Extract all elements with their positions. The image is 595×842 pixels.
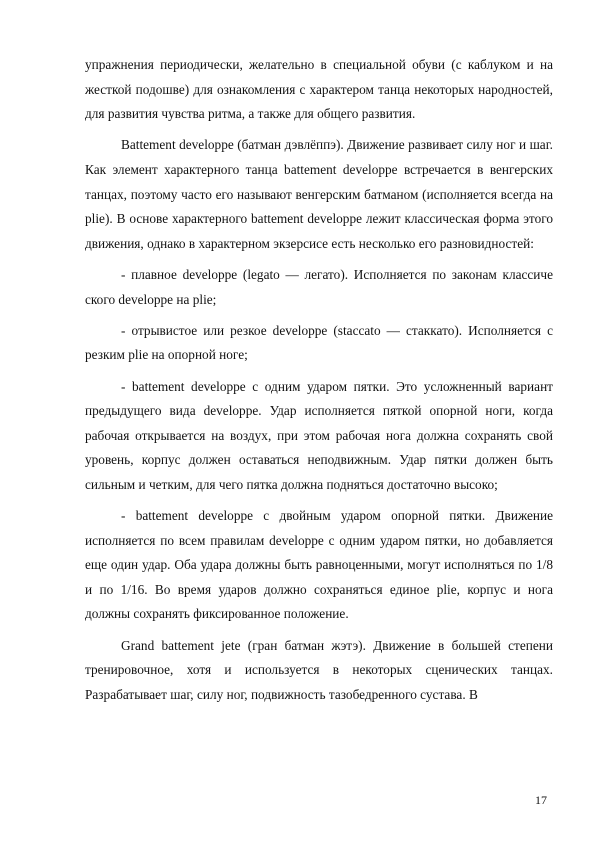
list-item-staccato: - отрывистое или резкое developpe (staccato — стаккато). Исполняется с резким plie на опорной ноге; — [85, 322, 553, 363]
paragraph-grand-battement-jete: Grand battement jete (гран батман жэтэ). Движение в большей степени тренировочное, хотя и используется в некоторых сценических танцах. Разрабатывает шаг, силу ног, подвижность тазобедренного сустава. В — [85, 637, 553, 702]
list-item-legato: - плавное developpe (legato — легато). Исполняется по законам классиче ского developpe на plie; — [85, 266, 553, 307]
paragraph-continuation: упражнения периодически, желательно в специальной обуви (с каблуком и на жесткой подошве) для ознакомления с характером танца некоторых народностей, для развития чувства ритма, а также для общего развития. — [85, 57, 553, 122]
page-body — [85, 53, 553, 707]
paragraph-battement-developpe: Battement developpe (батман дэвлёппэ). Движение развивает силу ног и шаг. Как элемент характерного танца battement developpe встречается в венгерских танцах, поэтому часто его называют венгерским батманом (исполняется всегда на plie). В основе характерного battement developpe лежит классическая форма этого движения, однако в характерном экзерсисе есть несколько его разновидностей: — [85, 137, 553, 251]
page-number: 17 — [535, 793, 547, 807]
list-item-double-heel-strike: - battement developpe с двойным ударом опорной пятки. Движение исполняется по всем правилам developpe с одним ударом пятки, но добавляется еще один удар. Оба удара должны быть равноценными, могут исполняться по 1/8 и по 1/16. Во время ударов должно сохраняться единое plie, корпус и нога должны сохранять фиксированное положение. — [85, 508, 553, 622]
list-item-single-heel-strike: - battement developpe с одним ударом пятки. Это усложненный вариант предыдущего вида developpe. Удар исполняется пяткой опорной ноги, когда рабочая открывается на воздух, при этом рабочая нога должна сохранять свой уровень, корпус должен оставаться неподвижным. Удар пятки должен быть сильным и четким, для чего пятка должна подняться достаточно высоко; — [85, 378, 553, 492]
